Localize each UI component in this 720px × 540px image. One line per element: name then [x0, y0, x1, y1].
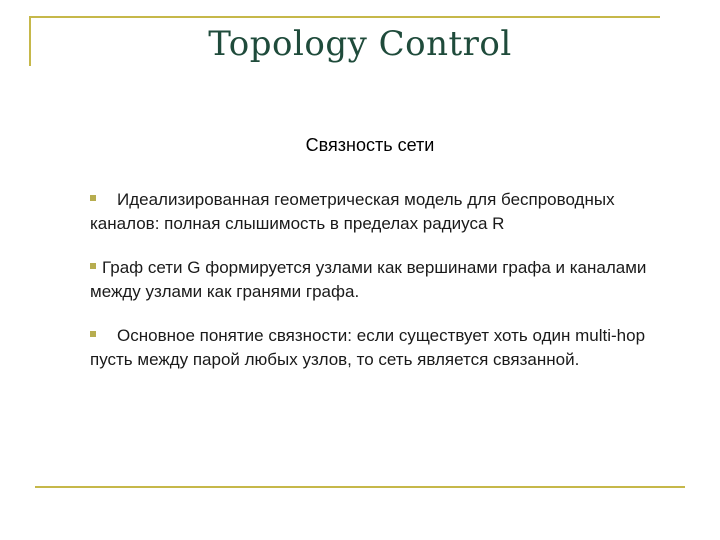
bullet-text: Граф сети G формируется узлами как вершинами графа и каналами между узлами как гранями графа. — [90, 258, 647, 301]
slide-title: Topology Control — [208, 24, 512, 64]
bullet-item — [90, 256, 650, 304]
square-bullet-icon — [90, 195, 96, 201]
bullet-text: Основное понятие связности: если существует хоть один multi-hop пусть между парой любых узлов, то сеть является связанной. — [90, 326, 646, 369]
square-bullet-icon — [90, 263, 96, 269]
bullet-item — [90, 188, 650, 236]
square-bullet-icon — [90, 331, 96, 337]
bullet-list — [90, 188, 650, 392]
bottom-rule — [35, 486, 685, 488]
bullet-text: Идеализированная геометрическая модель для беспроводных каналов: полная слышимость в пределах радиуса R — [90, 190, 615, 233]
slide-subtitle: Связность сети — [305, 135, 435, 155]
top-rule — [29, 16, 660, 18]
bullet-item — [90, 324, 650, 372]
